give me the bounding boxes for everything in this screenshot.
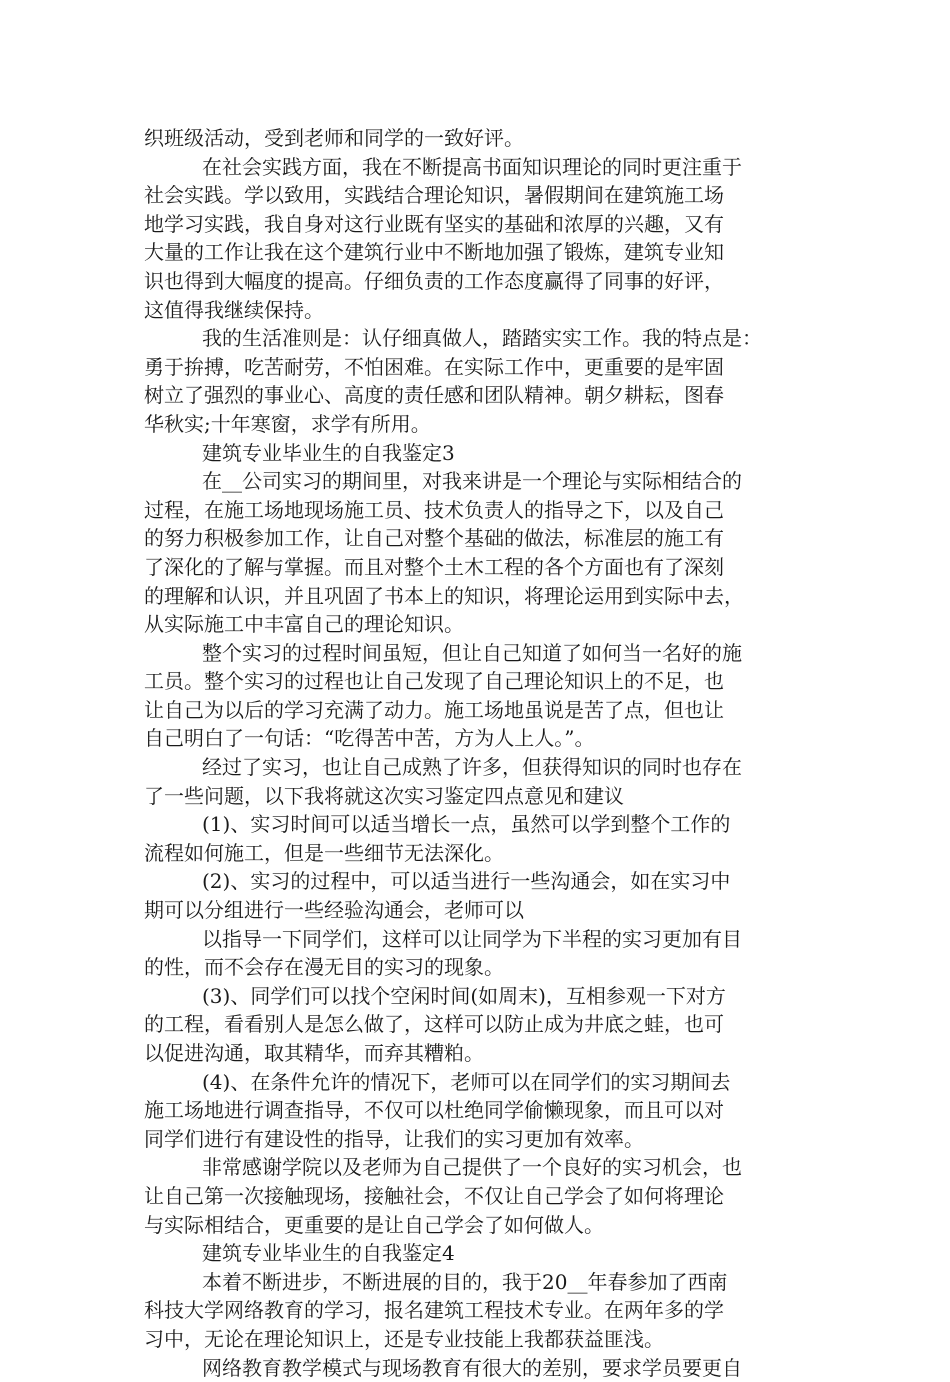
text-line: 了深化的了解与掌握。而且对整个土木工程的各个方面也有了深刻 xyxy=(144,554,724,579)
text-line: 流程如何施工，但是一些细节无法深化。 xyxy=(144,840,504,865)
text-line: 我的生活准则是：认仔细真做人，踏踏实实工作。我的特点是： xyxy=(202,326,762,351)
text-line: 期可以分组进行一些经验沟通会，老师可以 xyxy=(144,898,524,923)
text-line: 大量的工作让我在这个建筑行业中不断地加强了锻炼，建筑专业知 xyxy=(144,240,724,265)
text-line: 科技大学网络教育的学习，报名建筑工程技术专业。在两年多的学 xyxy=(144,1298,724,1323)
text-line: 织班级活动，受到老师和同学的一致好评。 xyxy=(144,126,524,150)
text-line: 勇于拚搏，吃苦耐劳，不怕困难。在实际工作中，更重要的是牢固 xyxy=(144,354,724,379)
text-line: 自己明白了一句话：“吃得苦中苦，方为人上人。”。 xyxy=(144,726,595,751)
text-line: 树立了强烈的事业心、高度的责任感和团队精神。朝夕耕耘，图春 xyxy=(144,383,724,408)
text-line: 与实际相结合，更重要的是让自己学会了如何做人。 xyxy=(144,1212,604,1237)
text-line: (1)、实习时间可以适当增长一点，虽然可以学到整个工作的 xyxy=(202,812,731,837)
text-line: 识也得到大幅度的提高。仔细负责的工作态度赢得了同事的好评， xyxy=(144,268,724,293)
text-line: 在__公司实习的期间里，对我来讲是一个理论与实际相结合的 xyxy=(202,469,742,494)
text-line: 以指导一下同学们，这样可以让同学为下半程的实习更加有目 xyxy=(202,926,742,951)
text-line: 的努力积极参加工作，让自己对整个基础的做法，标准层的施工有 xyxy=(144,526,724,551)
text-line: 网络教育教学模式与现场教育有很大的差别，要求学员要更自 xyxy=(202,1355,742,1380)
text-line: 以促进沟通，取其精华，而弃其糟粕。 xyxy=(144,1041,484,1065)
document-body xyxy=(144,124,809,1382)
text-line: (4)、在条件允许的情况下，老师可以在同学们的实习期间去 xyxy=(202,1069,731,1094)
text-line: 让自己为以后的学习充满了动力。施工场地虽说是苦了点，但也让 xyxy=(144,697,724,722)
text-line: 同学们进行有建设性的指导，让我们的实习更加有效率。 xyxy=(144,1126,644,1151)
text-line: 从实际施工中丰富自己的理论知识。 xyxy=(144,612,464,637)
text-line: 让自己第一次接触现场，接触社会，不仅让自己学会了如何将理论 xyxy=(144,1183,724,1208)
text-line: 社会实践。学以致用，实践结合理论知识，暑假期间在建筑施工场 xyxy=(144,183,724,208)
text-line: 施工场地进行调查指导，不仅可以杜绝同学偷懒现象，而且可以对 xyxy=(144,1098,724,1123)
text-line: 本着不断进步，不断进展的目的，我于20__年春参加了西南 xyxy=(202,1269,728,1294)
text-line: 工员。整个实习的过程也让自己发现了自己理论知识上的不足，也 xyxy=(144,669,724,694)
text-line: 的性，而不会存在漫无目的实习的现象。 xyxy=(144,955,504,980)
text-line: 整个实习的过程时间虽短，但让自己知道了如何当一名好的施 xyxy=(202,640,742,665)
text-line: 非常感谢学院以及老师为自己提供了一个良好的实习机会，也 xyxy=(202,1155,742,1180)
text-line: 地学习实践，我自身对这行业既有坚实的基础和浓厚的兴趣，又有 xyxy=(144,211,724,236)
text-line: 了一些问题，以下我将就这次实习鉴定四点意见和建议 xyxy=(144,783,624,808)
text-line: 习中，无论在理论知识上，还是专业技能上我都获益匪浅。 xyxy=(144,1326,664,1351)
text-line: 建筑专业毕业生的自我鉴定3 xyxy=(202,440,455,465)
text-line: (3)、同学们可以找个空闲时间(如周末)，互相参观一下对方 xyxy=(202,983,726,1008)
text-line: 的理解和认识，并且巩固了书本上的知识，将理论运用到实际中去， xyxy=(144,583,744,608)
text-line: (2)、实习的过程中，可以适当进行一些沟通会，如在实习中 xyxy=(202,869,731,894)
text-line: 经过了实习，也让自己成熟了许多，但获得知识的同时也存在 xyxy=(202,755,742,780)
text-line: 的工程，看看别人是怎么做了，这样可以防止成为井底之蛙，也可 xyxy=(144,1012,724,1037)
text-line: 华秋实;十年寒窗，求学有所用。 xyxy=(144,411,431,436)
text-line: 这值得我继续保持。 xyxy=(144,297,324,322)
text-line: 建筑专业毕业生的自我鉴定4 xyxy=(202,1241,455,1266)
text-line: 过程，在施工场地现场施工员、技术负责人的指导之下，以及自己 xyxy=(144,497,724,522)
text-line: 在社会实践方面，我在不断提高书面知识理论的同时更注重于 xyxy=(202,154,742,179)
